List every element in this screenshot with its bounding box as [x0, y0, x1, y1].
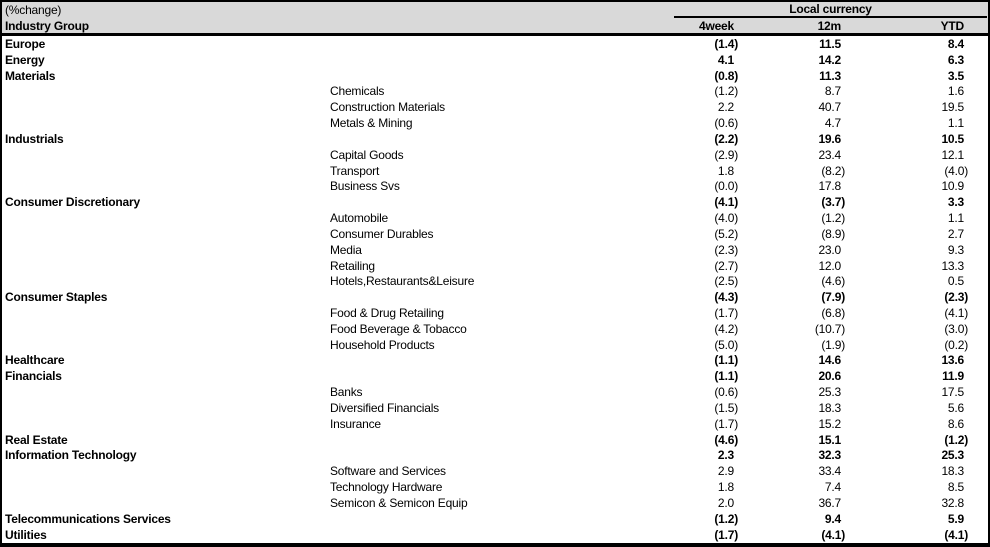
- table-row: [2, 479, 988, 495]
- value-cell: (1.2): [944, 432, 968, 447]
- value-cell: (5.0): [714, 337, 738, 352]
- table-row: [2, 337, 988, 353]
- value-cell: 7.4: [824, 480, 841, 495]
- row-label: Hotels,Restaurants&Leisure: [330, 274, 475, 289]
- row-values: [660, 179, 988, 193]
- value-cell: (2.3): [714, 242, 738, 257]
- table-row: [2, 52, 988, 68]
- value-cell: 20.6: [818, 369, 841, 384]
- column-header-12m: 12m: [817, 18, 841, 33]
- value-cell: (6.8): [821, 305, 845, 320]
- table-row: [2, 400, 988, 416]
- table-row: [2, 36, 988, 52]
- value-cell: (0.0): [714, 179, 738, 194]
- value-cell: (1.2): [821, 211, 845, 226]
- row-values: [660, 448, 988, 462]
- value-cell: 3.3: [947, 195, 964, 210]
- currency-group-header: [674, 2, 987, 18]
- row-values: [660, 53, 988, 67]
- value-cell: 32.8: [941, 495, 964, 510]
- table-row: [2, 511, 988, 527]
- table-row: [2, 178, 988, 194]
- row-label: Diversified Financials: [330, 400, 439, 415]
- table-row: [2, 527, 988, 543]
- value-cell: (0.6): [714, 385, 738, 400]
- value-cell: (1.1): [714, 369, 738, 384]
- value-cell: 1.6: [947, 84, 964, 99]
- row-values: [660, 195, 988, 209]
- value-cell: 8.6: [947, 416, 964, 431]
- row-label: Technology Hardware: [330, 480, 443, 495]
- value-cell: 13.6: [941, 353, 964, 368]
- table-row: [2, 273, 988, 289]
- row-label: Telecommunications Services: [5, 511, 171, 526]
- table-row: [2, 131, 988, 147]
- row-label: Food & Drug Retailing: [330, 305, 444, 320]
- row-label: Insurance: [330, 416, 381, 431]
- numeric-column-headers: [660, 19, 988, 33]
- row-label: Utilities: [5, 527, 47, 542]
- row-values: [660, 353, 988, 367]
- value-cell: 5.9: [947, 511, 964, 526]
- value-cell: 17.8: [818, 179, 841, 194]
- value-cell: (10.7): [814, 321, 845, 336]
- value-cell: 18.3: [941, 464, 964, 479]
- value-cell: 2.9: [717, 464, 734, 479]
- table-row: [2, 147, 988, 163]
- table-row: [2, 115, 988, 131]
- value-cell: (1.2): [714, 84, 738, 99]
- row-label: Europe: [5, 36, 46, 51]
- value-cell: 11.5: [819, 36, 841, 51]
- value-cell: 9.3: [947, 242, 964, 257]
- value-cell: 4.7: [824, 116, 841, 131]
- row-values: [660, 37, 988, 51]
- value-cell: (0.2): [944, 337, 968, 352]
- row-values: [660, 290, 988, 304]
- value-cell: 13.3: [941, 258, 964, 273]
- value-cell: 1.8: [717, 480, 734, 495]
- value-cell: 6.3: [947, 52, 964, 67]
- row-label: Chemicals: [330, 84, 385, 99]
- row-values: [660, 84, 988, 98]
- value-cell: 14.6: [818, 353, 841, 368]
- row-values: [660, 100, 988, 114]
- value-cell: 19.5: [941, 100, 964, 115]
- value-cell: 11.9: [942, 369, 964, 384]
- value-cell: (8.9): [821, 226, 845, 241]
- value-cell: 2.3: [717, 448, 734, 463]
- row-values: [660, 401, 988, 415]
- value-cell: (7.9): [821, 290, 845, 305]
- row-values: [660, 417, 988, 431]
- row-label: Materials: [5, 68, 56, 83]
- row-values: [660, 116, 988, 130]
- row-label: Consumer Staples: [5, 290, 108, 305]
- row-values: [660, 306, 988, 320]
- value-cell: 8.5: [947, 480, 964, 495]
- row-label: Retailing: [330, 258, 375, 273]
- value-cell: (1.7): [714, 305, 738, 320]
- value-cell: 25.3: [818, 385, 841, 400]
- value-cell: (1.7): [714, 527, 738, 542]
- row-values: [660, 211, 988, 225]
- value-cell: 12.0: [818, 258, 841, 273]
- column-header-4week: 4week: [698, 18, 734, 33]
- value-cell: 1.1: [947, 211, 964, 226]
- row-label: Energy: [5, 52, 45, 67]
- row-values: [660, 433, 988, 447]
- value-cell: (3.0): [944, 321, 968, 336]
- value-cell: 12.1: [941, 147, 964, 162]
- table-row: [2, 99, 988, 115]
- value-cell: (2.2): [714, 131, 738, 146]
- value-cell: (0.6): [714, 116, 738, 131]
- value-cell: 1.1: [947, 116, 964, 131]
- row-label: Software and Services: [330, 464, 446, 479]
- value-cell: 2.2: [717, 100, 734, 115]
- row-label: Metals & Mining: [330, 116, 413, 131]
- table-row: [2, 321, 988, 337]
- value-cell: (1.9): [821, 337, 845, 352]
- value-cell: 11.3: [819, 68, 841, 83]
- table-row: [2, 353, 988, 369]
- value-cell: (1.2): [714, 511, 738, 526]
- row-values: [660, 480, 988, 494]
- value-cell: (5.2): [714, 226, 738, 241]
- table-row: [2, 194, 988, 210]
- value-cell: 9.4: [824, 511, 841, 526]
- value-cell: (4.1): [944, 527, 968, 542]
- row-values: [660, 512, 988, 526]
- row-label: Consumer Durables: [330, 226, 434, 241]
- value-cell: 40.7: [818, 100, 841, 115]
- value-cell: 14.2: [818, 52, 841, 67]
- row-label: Transport: [330, 163, 380, 178]
- row-values: [660, 338, 988, 352]
- value-cell: 2.0: [717, 495, 734, 510]
- row-values: [660, 259, 988, 273]
- value-cell: (4.0): [714, 211, 738, 226]
- value-cell: 8.7: [824, 84, 841, 99]
- row-label: Construction Materials: [330, 100, 445, 115]
- value-cell: 2.7: [947, 226, 964, 241]
- row-label: Capital Goods: [330, 147, 404, 162]
- row-label: Consumer Discretionary: [5, 195, 140, 210]
- table-row: [2, 242, 988, 258]
- table-row: [2, 163, 988, 179]
- row-label: Household Products: [330, 337, 435, 352]
- value-cell: (4.1): [714, 195, 738, 210]
- value-cell: 17.5: [941, 385, 964, 400]
- value-cell: (4.6): [714, 432, 738, 447]
- header-row-currency: [2, 2, 988, 18]
- row-values: [660, 322, 988, 336]
- row-values: [660, 164, 988, 178]
- value-cell: (8.2): [821, 163, 845, 178]
- table-row: [2, 226, 988, 242]
- table-row: [2, 368, 988, 384]
- value-cell: (1.7): [714, 416, 738, 431]
- value-cell: 25.3: [941, 448, 964, 463]
- row-values: [660, 369, 988, 383]
- row-label: Healthcare: [5, 353, 65, 368]
- table-row: [2, 495, 988, 511]
- table-row: [2, 432, 988, 448]
- table-row: [2, 210, 988, 226]
- value-cell: 1.8: [717, 163, 734, 178]
- value-cell: 8.4: [947, 36, 964, 51]
- value-cell: 5.6: [947, 400, 964, 415]
- value-cell: 23.4: [818, 147, 841, 162]
- table-row: [2, 305, 988, 321]
- value-cell: (4.2): [714, 321, 738, 336]
- value-cell: (2.3): [944, 290, 968, 305]
- row-values: [660, 528, 988, 542]
- table-row: [2, 448, 988, 464]
- row-label: Automobile: [330, 211, 389, 226]
- value-cell: 23.0: [818, 242, 841, 257]
- row-label: Banks: [330, 385, 363, 400]
- value-cell: (2.5): [714, 274, 738, 289]
- value-cell: (1.1): [714, 353, 738, 368]
- currency-group-label: Local currency: [789, 2, 872, 16]
- value-cell: 15.2: [818, 416, 841, 431]
- row-label: Semicon & Semicon Equip: [330, 495, 468, 510]
- value-cell: (0.8): [714, 68, 738, 83]
- value-cell: (4.3): [714, 290, 738, 305]
- industry-group-column-header: Industry Group: [5, 18, 89, 33]
- row-values: [660, 69, 988, 83]
- value-cell: (1.5): [714, 400, 738, 415]
- row-label: Business Svs: [330, 179, 400, 194]
- table-row: [2, 463, 988, 479]
- table-body: [2, 36, 988, 543]
- value-cell: 0.5: [947, 274, 964, 289]
- value-cell: 33.4: [818, 464, 841, 479]
- percent-change-label: (%change): [5, 3, 62, 17]
- value-cell: (4.1): [821, 527, 845, 542]
- value-cell: 19.6: [818, 131, 841, 146]
- row-label: Information Technology: [5, 448, 137, 463]
- row-values: [660, 496, 988, 510]
- value-cell: (2.9): [714, 147, 738, 162]
- value-cell: (4.6): [821, 274, 845, 289]
- value-cell: 18.3: [818, 400, 841, 415]
- row-values: [660, 274, 988, 288]
- row-values: [660, 243, 988, 257]
- row-label: Media: [330, 242, 362, 257]
- row-label: Industrials: [5, 131, 64, 146]
- table-row: [2, 68, 988, 84]
- value-cell: 3.5: [947, 68, 964, 83]
- row-values: [660, 227, 988, 241]
- row-values: [660, 148, 988, 162]
- row-label: Financials: [5, 369, 62, 384]
- row-values: [660, 132, 988, 146]
- value-cell: (2.7): [714, 258, 738, 273]
- table-row: [2, 289, 988, 305]
- table-row: [2, 258, 988, 274]
- value-cell: (1.4): [714, 36, 738, 51]
- table-row: [2, 83, 988, 99]
- value-cell: 36.7: [818, 495, 841, 510]
- table-header: [2, 2, 988, 36]
- value-cell: 10.9: [941, 179, 964, 194]
- row-values: [660, 385, 988, 399]
- row-values: [660, 464, 988, 478]
- value-cell: 32.3: [818, 448, 841, 463]
- table-row: [2, 384, 988, 400]
- row-label: Real Estate: [5, 432, 68, 447]
- value-cell: 4.1: [717, 52, 734, 67]
- table-row: [2, 416, 988, 432]
- value-cell: 15.1: [818, 432, 841, 447]
- value-cell: (3.7): [821, 195, 845, 210]
- column-header-ytd: YTD: [940, 18, 964, 33]
- value-cell: (4.1): [944, 305, 968, 320]
- value-cell: 10.5: [941, 131, 964, 146]
- row-label: Food Beverage & Tobacco: [330, 321, 467, 336]
- header-row-columns: [2, 18, 988, 33]
- value-cell: (4.0): [944, 163, 968, 178]
